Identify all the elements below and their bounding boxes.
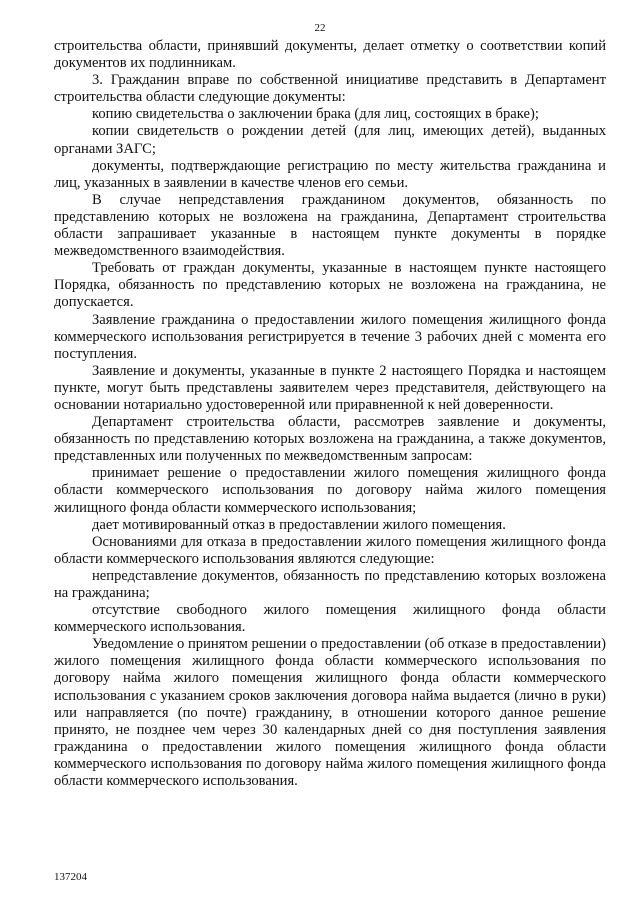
paragraph-clause-3: 3. Гражданин вправе по собственной инициативе представить в Департамент строительства области следующие документы: [54, 72, 606, 106]
paragraph-list-item: копию свидетельства о заключении брака (для лиц, состоящих в браке); [92, 106, 539, 123]
paragraph-continuation: строительства области, принявший документы, делает отметку о соответствии копий документов их подлинникам. [54, 38, 606, 72]
paragraph-list-item: документы, подтверждающие регистрацию по месту жительства гражданина и лиц, указанных в заявлении в качестве членов его семьи. [54, 157, 606, 191]
paragraph: Основаниями для отказа в предоставлении жилого помещения жилищного фонда области коммерческого использования являются следующие: [54, 533, 606, 567]
paragraph: Уведомление о принятом решении о предоставлении (об отказе в предоставлении) жилого помещения жилищного фонда области коммерческого использования по договору найма жилого помещения жилищного фонда области коммерческого использования с указанием сроков заключения договора найма выдается (лично в руки) или направляется (по почте) гражданину, в отношении которого данное решение принято, не позднее чем через 30 календарных дней со дня поступления заявления гражданина о предоставлении жилого помещения жилищного фонда области коммерческого использования по договору найма жилого помещения жилищного фонда области коммерческого использования. [54, 636, 606, 790]
paragraph-list-item: копии свидетельств о рождении детей (для лиц, имеющих детей), выданных органами ЗАГС; [54, 123, 606, 157]
document-body [54, 38, 606, 790]
paragraph-list-item: дает мотивированный отказ в предоставлении жилого помещения. [92, 516, 506, 533]
paragraph: Требовать от граждан документы, указанные в настоящем пункте настоящего Порядка, обязанность по представлению которых не возложена на гражданина, не допускается. [54, 260, 606, 311]
footer-code: 137204 [54, 871, 87, 883]
paragraph: Департамент строительства области, рассмотрев заявление и документы, обязанность по представлению которых возложена на гражданина, а также документов, представленных или полученных по межведомственным запросам: [54, 414, 606, 465]
paragraph: Заявление и документы, указанные в пункте 2 настоящего Порядка и настоящем пункте, могут быть представлены заявителем через представителя, действующего на основании нотариально удостоверенной или приравненной к ней доверенности. [54, 362, 606, 413]
paragraph: Заявление гражданина о предоставлении жилого помещения жилищного фонда коммерческого использования регистрируется в течение 3 рабочих дней с момента его поступления. [54, 311, 606, 362]
page-number: 22 [314, 22, 326, 34]
paragraph-list-item: отсутствие свободного жилого помещения жилищного фонда области коммерческого использования. [54, 602, 606, 636]
paragraph-list-item: принимает решение о предоставлении жилого помещения жилищного фонда области коммерческого использования по договору найма жилого помещения жилищного фонда области коммерческого использования; [54, 465, 606, 516]
paragraph: В случае непредставления гражданином документов, обязанность по представлению которых не возложена на гражданина, Департамент строительства области запрашивает указанные в настоящем пункте документы в порядке межведомственного взаимодействия. [54, 191, 606, 260]
paragraph-list-item: непредставление документов, обязанность по представлению которых возложена на гражданина; [54, 567, 606, 601]
